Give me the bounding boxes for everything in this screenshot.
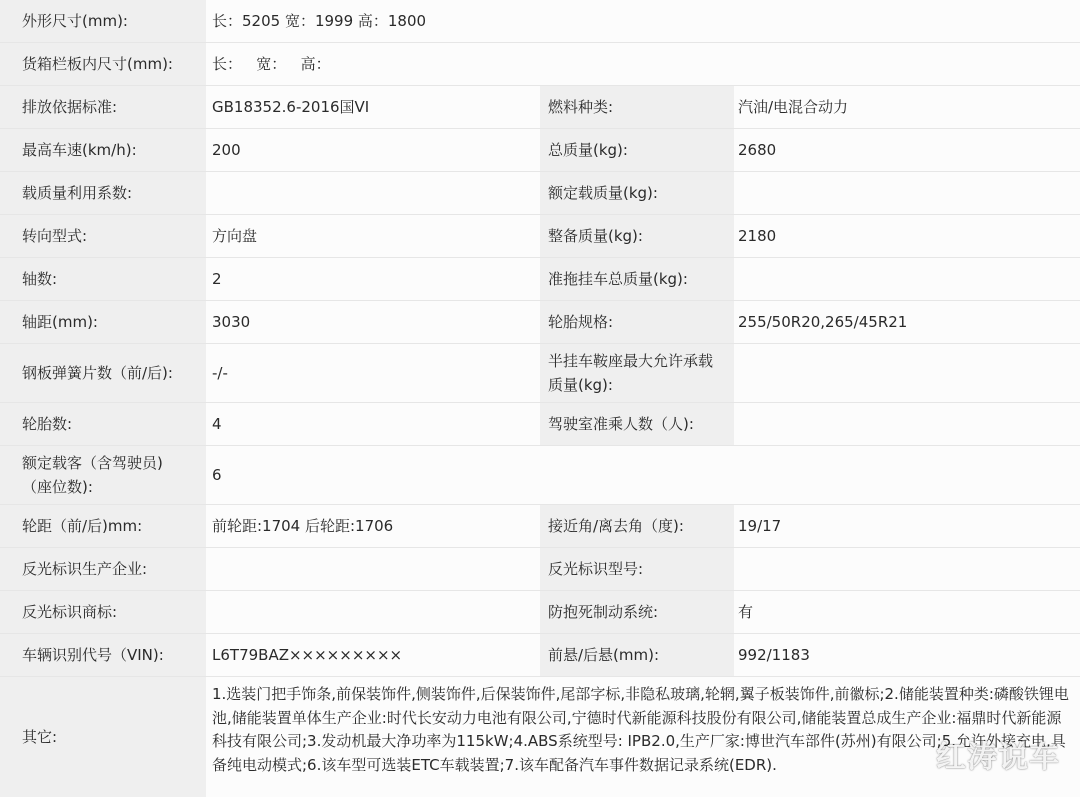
value-reflector-mfr <box>206 548 540 590</box>
value-gross-mass: 2680 <box>734 129 1080 171</box>
label-saddle-load-line1: 半挂车鞍座最大允许承载 <box>548 352 714 370</box>
value-springs: -/- <box>206 344 540 402</box>
row-emission <box>0 86 1080 129</box>
row-cargo <box>0 43 1080 86</box>
label-passengers <box>0 446 206 504</box>
row-speed <box>0 129 1080 172</box>
label-dimensions: 外形尺寸(mm): <box>0 0 206 42</box>
value-cargo: 长： 宽： 高： <box>206 43 1080 85</box>
row-passengers <box>0 446 1080 505</box>
label-springs: 钢板弹簧片数（前/后): <box>0 344 206 402</box>
label-wheelbase: 轴距(mm): <box>0 301 206 343</box>
label-saddle-load-line2: 质量(kg): <box>548 376 613 394</box>
value-abs: 有 <box>734 591 1080 633</box>
label-reflector-brand: 反光标识商标: <box>0 591 206 633</box>
value-rated-load <box>734 172 1080 214</box>
label-gross-mass: 总质量(kg): <box>540 129 734 171</box>
row-steering <box>0 215 1080 258</box>
value-fuel: 汽油/电混合动力 <box>734 86 1080 128</box>
label-cab-seats: 驾驶室准乘人数（人): <box>540 403 734 445</box>
row-track <box>0 505 1080 548</box>
value-emission: GB18352.6-2016国VI <box>206 86 540 128</box>
value-wheelbase: 3030 <box>206 301 540 343</box>
label-vin: 车辆识别代号（VIN): <box>0 634 206 676</box>
value-loadfactor <box>206 172 540 214</box>
value-tire-count: 4 <box>206 403 540 445</box>
label-trailer-mass: 准拖挂车总质量(kg): <box>540 258 734 300</box>
value-track: 前轮距:1704 后轮距:1706 <box>206 505 540 547</box>
label-passengers-line2: （座位数): <box>22 478 93 496</box>
value-other: 1.选装门把手饰条,前保装饰件,侧装饰件,后保装饰件,尾部字标,非隐私玻璃,轮辋,翼子板装饰件,前徽标;2.储能装置种类:磷酸铁锂电池,储能装置单体生产企业:时代长安动力电池有限公司,宁德时代新能源科技股份有限公司,储能装置总成生产企业:福鼎时代新能源科技有限公司;3.发动机最大净功率为115kW;4.ABS系统型号: IPB2.0,生产厂家:博世汽车部件(苏州)有限公司;5.允许外接充电,具备纯电动模式;6.该车型可选装ETC车载装置;7.该车配备汽车事件数据记录系统(EDR). <box>206 677 1080 797</box>
value-reflector-model <box>734 548 1080 590</box>
row-reflector-brand <box>0 591 1080 634</box>
label-tire-spec: 轮胎规格: <box>540 301 734 343</box>
label-track: 轮距（前/后)mm: <box>0 505 206 547</box>
value-angles: 19/17 <box>734 505 1080 547</box>
row-dimensions <box>0 0 1080 43</box>
value-passengers: 6 <box>206 446 1080 504</box>
label-overhang: 前悬/后悬(mm): <box>540 634 734 676</box>
value-reflector-brand <box>206 591 540 633</box>
value-trailer-mass <box>734 258 1080 300</box>
value-saddle-load <box>734 344 1080 402</box>
label-steering: 转向型式: <box>0 215 206 257</box>
row-loadfactor <box>0 172 1080 215</box>
label-speed: 最高车速(km/h): <box>0 129 206 171</box>
label-other: 其它: <box>0 677 206 797</box>
label-reflector-model: 反光标识型号: <box>540 548 734 590</box>
row-springs <box>0 344 1080 403</box>
label-fuel: 燃料种类: <box>540 86 734 128</box>
label-curb-mass: 整备质量(kg): <box>540 215 734 257</box>
label-rated-load: 额定载质量(kg): <box>540 172 734 214</box>
value-vin: L6T79BAZ××××××××× <box>206 634 540 676</box>
label-saddle-load <box>540 344 734 402</box>
value-curb-mass: 2180 <box>734 215 1080 257</box>
row-vin <box>0 634 1080 677</box>
value-speed: 200 <box>206 129 540 171</box>
value-axles: 2 <box>206 258 540 300</box>
value-steering: 方向盘 <box>206 215 540 257</box>
watermark: 红涛说车 <box>936 740 1060 775</box>
value-dimensions: 长：5205 宽：1999 高：1800 <box>206 0 1080 42</box>
label-loadfactor: 载质量利用系数: <box>0 172 206 214</box>
row-wheelbase <box>0 301 1080 344</box>
row-tires <box>0 403 1080 446</box>
label-emission: 排放依据标准: <box>0 86 206 128</box>
value-tire-spec: 255/50R20,265/45R21 <box>734 301 1080 343</box>
label-cargo: 货箱栏板内尺寸(mm): <box>0 43 206 85</box>
row-axles <box>0 258 1080 301</box>
label-axles: 轴数: <box>0 258 206 300</box>
value-cab-seats <box>734 403 1080 445</box>
value-overhang: 992/1183 <box>734 634 1080 676</box>
label-angles: 接近角/离去角（度): <box>540 505 734 547</box>
row-other <box>0 677 1080 797</box>
label-reflector-mfr: 反光标识生产企业: <box>0 548 206 590</box>
label-passengers-line1: 额定载客（含驾驶员) <box>22 454 163 472</box>
label-abs: 防抱死制动系统: <box>540 591 734 633</box>
label-tire-count: 轮胎数: <box>0 403 206 445</box>
row-reflector-mfr <box>0 548 1080 591</box>
